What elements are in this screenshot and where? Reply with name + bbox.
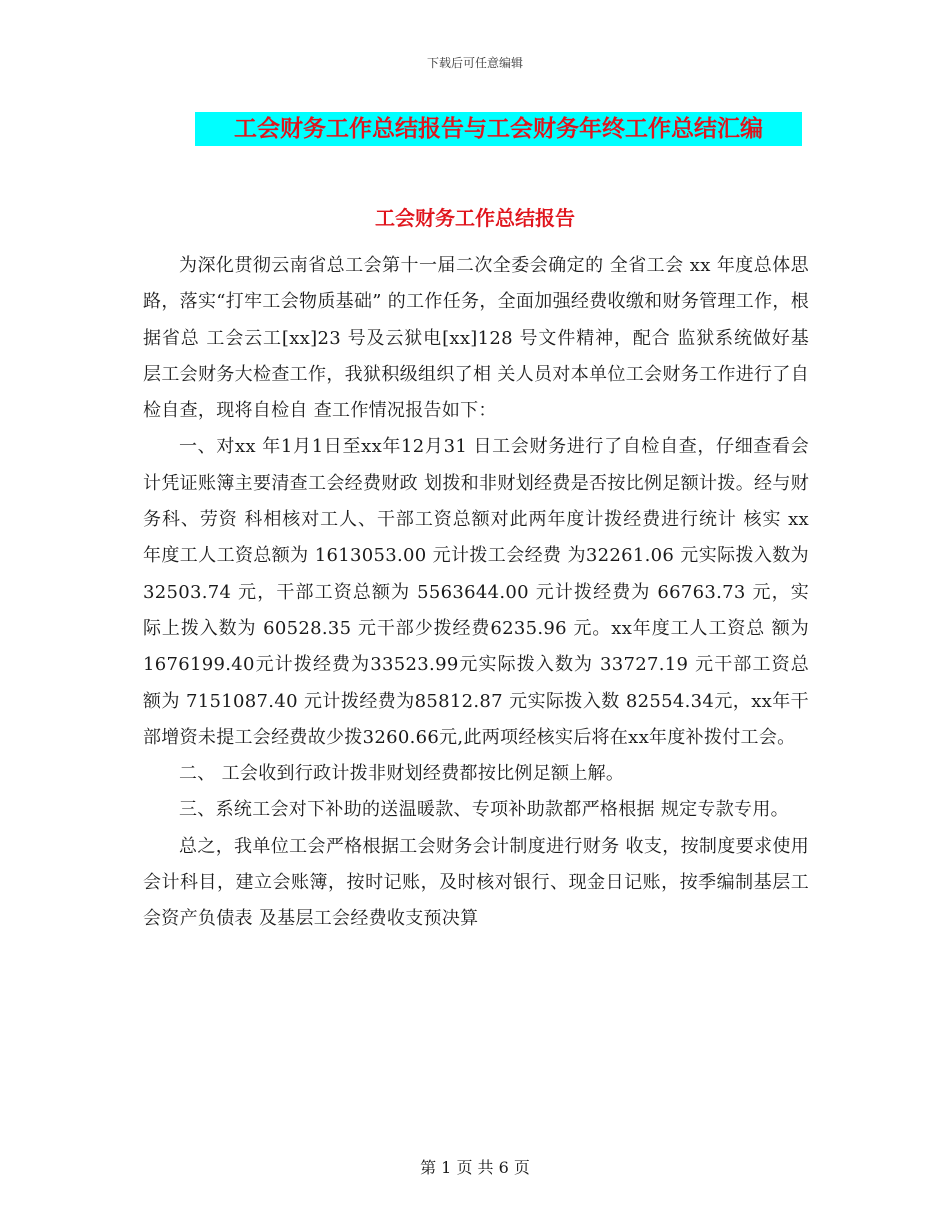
- report-body: [143, 248, 809, 938]
- paragraph-item-2: 二、 工会收到行政计拨非财划经费都按比例足额上解。: [179, 763, 625, 785]
- paragraph-item-3: 三、系统工会对下补助的送温暖款、专项补助款都严格根据 规定专款专用。: [179, 799, 789, 821]
- section-title: 工会财务工作总结报告: [375, 206, 575, 230]
- main-title: 工会财务工作总结报告与工会财务年终工作总结汇编: [195, 112, 802, 146]
- header-note: 下载后可任意编辑: [426, 56, 523, 70]
- page-footer: 第 1 页 共 6 页: [420, 1158, 530, 1177]
- paragraph-item-1: 一、对xx 年1月1日至xx年12月31 日工会财务进行了自检自查，仔细查看会计凭证账簿主要清查工会经费财政 划拨和非财划经费是否按比例足额计拨。经与财务科、劳资 科相核对工人、干部工资总额对此两年度计拨经费进行统计 核实 xx 年度工人工资总额为 1613053.00 元计拨工会经费 为32261.06 元实际拨入数为 32503.74 元，干部工资总额为 5563644.00 元计拨经费为 66763.73 元，实际上拨入数为 60528.35 元干部少拨经费6235.96 元。xx年度工人工资总 额为 1676199.40元计拨经费为33523.99元实际拨入数为 33727.19 元干部工资总额为 7151087.40 元计拨经费为85812.87 元实际拨入数 82554.34元，xx年干部增资未提工会经费故少拨3260.66元,此两项经核实后将在xx年度补拨付工会。: [143, 436, 809, 748]
- paragraph-intro: 为深化贯彻云南省总工会第十一届二次全委会确定的 全省工会 xx 年度总体思路，落实“打牢工会物质基础” 的工作任务，全面加强经费收缴和财务管理工作，根据省总 工会云工[xx]23 号及云狱电[xx]128 号文件精神，配合 监狱系统做好基层工会财务大检查工作，我狱积级组织了相 关人员对本单位工会财务工作进行了自检自查，现将自检自 查工作情况报告如下：: [143, 255, 809, 422]
- paragraph-summary: 总之，我单位工会严格根据工会财务会计制度进行财务 收支，按制度要求使用会计科目，建立会账簿，按时记账，及时核对银行、现金日记账，按季编制基层工会资产负债表 及基层工会经费收支预决算: [143, 835, 809, 930]
